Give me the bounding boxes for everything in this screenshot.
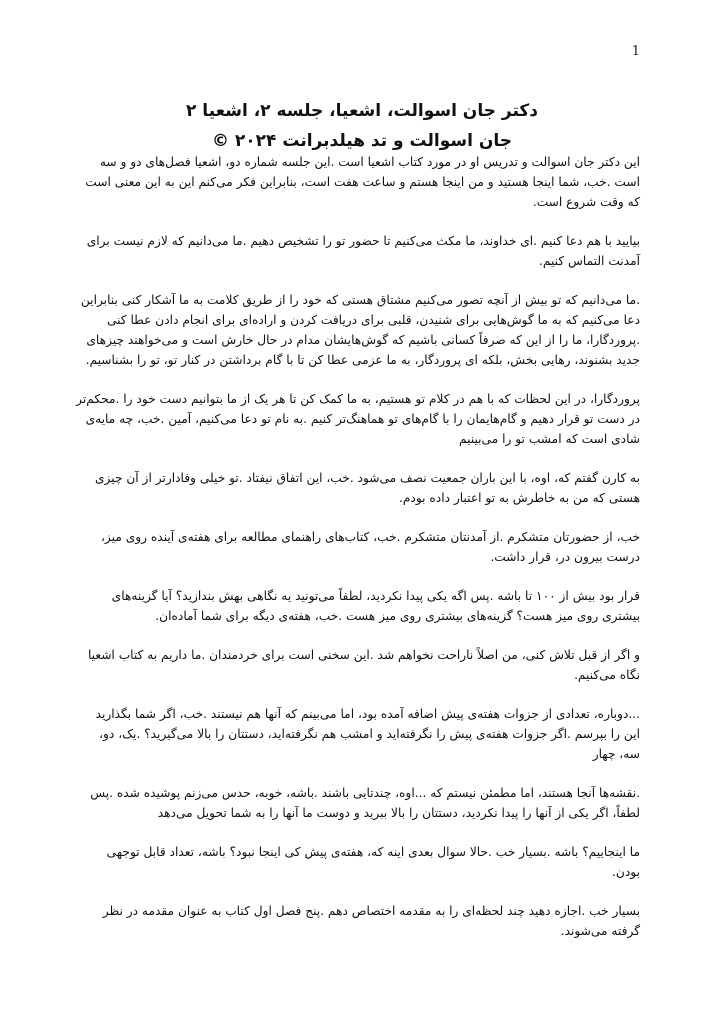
- paragraph: خب، از حضورتان متشکرم .از آمدنتان متشکرم .خب، کتاب‌های راهنمای مطالعه برای هفته‌ی آینده روی میز، درست بیرون در، قرار داشت.: [101, 530, 640, 564]
- paragraph: .نقشه‌ها آنجا هستند، اما مطمئن نیستم که ...اوه، چندتایی باشند .باشه، خوبه، حدس می‌زنم پوشیده شده .پس لطفاً، اگر یکی از آنها را پیدا نکردید، دستتان را بالا ببرید و دوست ما آنها را به شما تحویل می‌دهد: [90, 786, 640, 820]
- paragraph: پروردگارا، در این لحظات که با هم در کلام تو هستیم، به ما کمک کن تا هر یک از ما بتوانیم دست خود را .محکم‌تر در دست تو قرار دهیم و گام‌هایمان را با گام‌های تو هماهنگ‌تر کنیم .به نام تو دعا می‌کنیم، آمین .خب، چه مایه‌ی شادی است که امشب تو را می‌بینیم: [76, 392, 640, 446]
- paragraph: بیایید با هم دعا کنیم .ای خداوند، ما مکث می‌کنیم تا حضور تو را تشخیص دهیم .ما می‌دانیم که لازم نیست برای آمدنت التماس کنیم.: [86, 234, 640, 268]
- document-subtitle: جان اسوالت و تد هیلدبرانت ۲۰۲۴ ©: [211, 131, 512, 151]
- paragraph: قرار بود بیش از ۱۰۰ تا باشه .پس اگه یکی پیدا نکردید، لطفاً می‌تونید یه نگاهی بهش بندازید؟ آیا گزینه‌های بیشتری روی میز هست؟ گزینه‌های بیشتری روی میز هست .خب، هفته‌ی دیگه برای شما آماده‌ان.: [111, 589, 640, 623]
- paragraph: به کارن گفتم که، اوه، با این باران جمعیت نصف می‌شود .خب، این اتفاق نیفتاد .تو خیلی وفادارتر از آن چیزی هستی که من به خاطرش به تو اعتبار داده بودم.: [95, 471, 640, 505]
- body-text: [76, 152, 640, 960]
- paragraph: بسیار خب .اجازه دهید چند لحظه‌ای را به مقدمه اختصاص دهم .پنج فصل اول کتاب به عنوان مقدمه در نظر گرفته می‌شوند.: [102, 904, 640, 938]
- paragraph: ما اینجاییم؟ باشه .بسیار خب .حالا سوال بعدی اینه که، هفته‌ی پیش کی اینجا نبود؟ باشه، تعداد قابل توجهی بودن.: [106, 845, 640, 879]
- page-number: 1: [631, 44, 640, 59]
- title-block: [72, 96, 652, 156]
- paragraph: این دکتر جان اسوالت و تدریس او در مورد کتاب اشعیا است .این جلسه شماره دو، اشعیا فصل‌های دو و سه است .خب، شما اینجا هستید و من اینجا هستم و ساعت هفت است، بنابراین فکر می‌کنم این به این معنی است که وقت شروع است.: [85, 155, 640, 209]
- paragraph: .ما می‌دانیم که تو بیش از آنچه تصور می‌کنیم مشتاق هستی که خود را از طریق کلامت به ما آشکار کنی بنابراین دعا می‌کنیم که به ما گوش‌هایی برای شنیدن، قلبی برای دریافت کردن و اراده‌ای برای انجام دادن عطا کنی .پروردگارا، ما را از این که صرفاً کسانی باشیم که گوش‌هایشان مدام در حال خارش است و می‌خواهند چیزهای جدید بشنوند، رهایی بخش، بلکه ای پروردگار، به ما عزمی عطا کن تا با گام برداشتن در کنار تو، تو را بشناسیم.: [80, 293, 640, 367]
- paragraph: ...دوباره، تعدادی از جزوات هفته‌ی پیش اضافه آمده بود، اما می‌بینم که آنها هم نیستند .خب، اگر شما بگذارید این را بپرسم .اگر جزوات هفته‌ی پیش را نگرفته‌اید و امشب هم نگرفته‌اید، دستتان را بالا می‌گیرید؟ .یک، دو، سه، چهار: [95, 707, 640, 761]
- paragraph: و اگر از قبل تلاش کنی، من اصلاً ناراحت نخواهم شد .این سخنی است برای خردمندان .ما داریم به کتاب اشعیا نگاه می‌کنیم.: [87, 648, 640, 682]
- document-title: دکتر جان اسوالت، اشعیا، جلسه ۲، اشعیا ۲: [186, 101, 538, 121]
